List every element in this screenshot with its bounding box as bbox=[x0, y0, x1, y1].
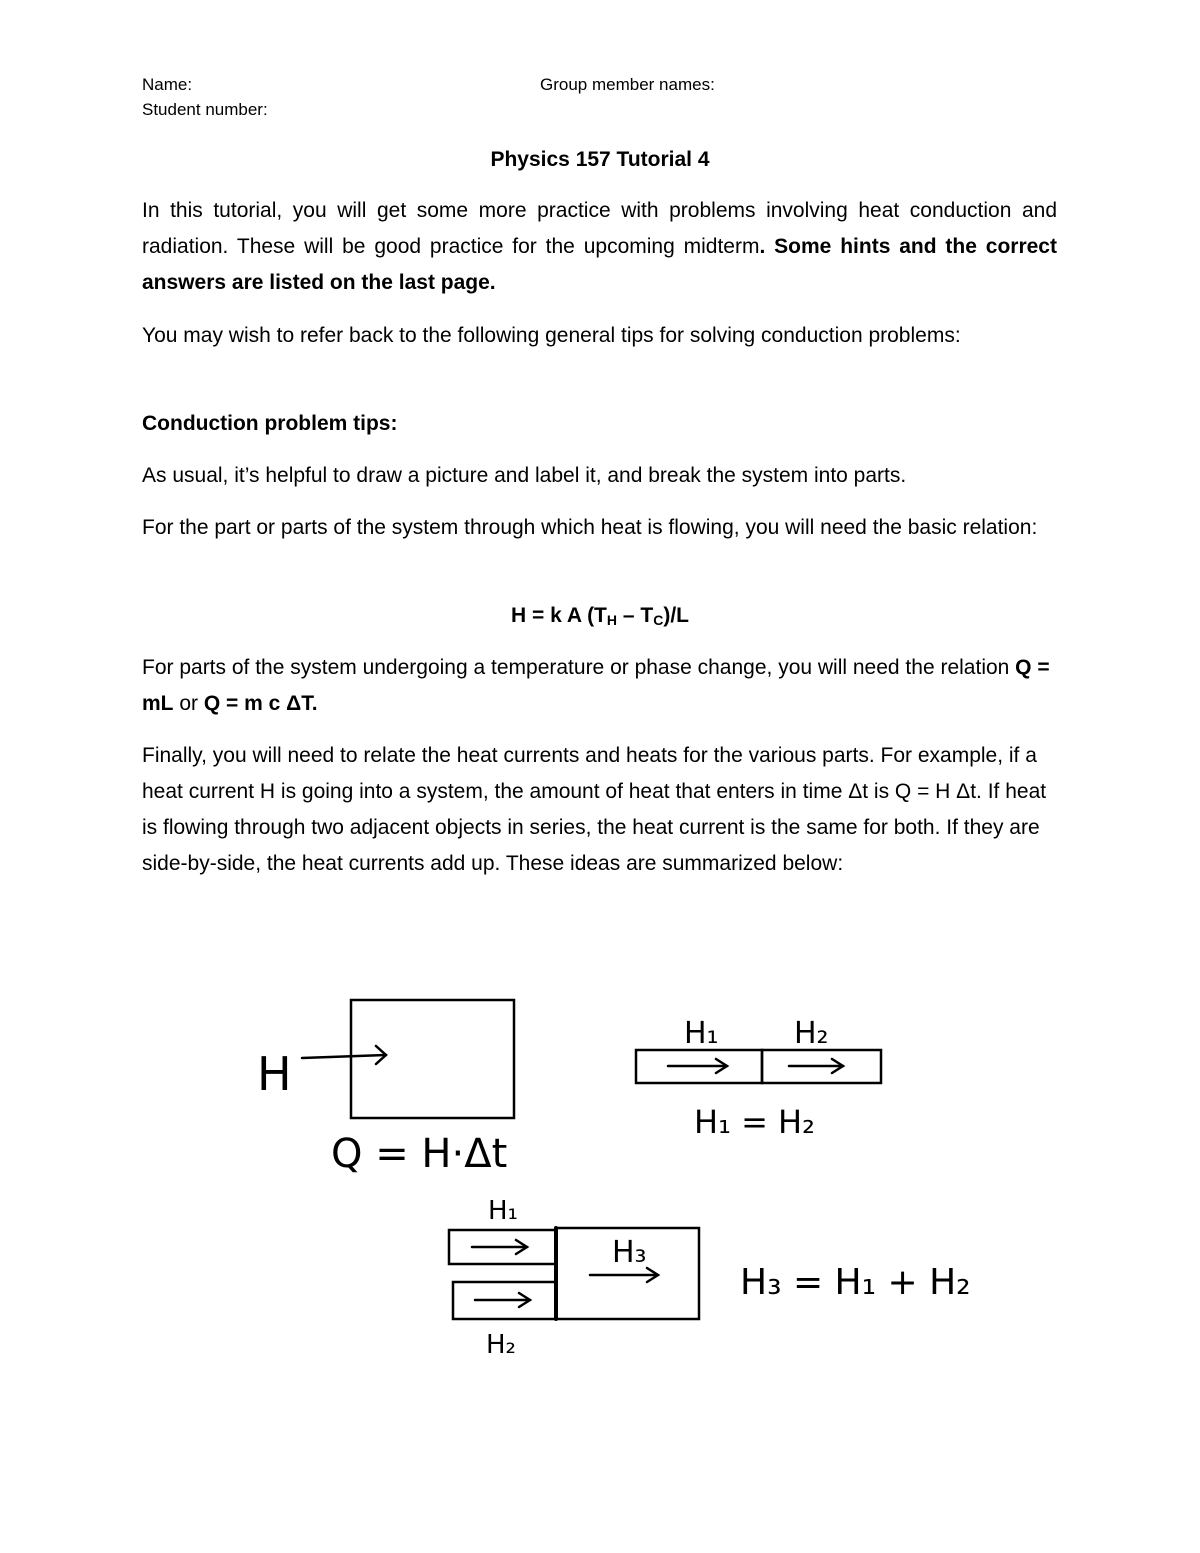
parallel-equation: H₃ = H₁ + H₂ bbox=[740, 1262, 971, 1303]
tip-flow-paragraph: For the part or parts of the system through which heat is flowing, you will need the basic relation: bbox=[142, 516, 1038, 539]
relation-q-ml: Q = mL bbox=[142, 656, 1050, 715]
series-h1-label: H₁ bbox=[684, 1016, 719, 1051]
tip-picture-paragraph: As usual, it’s helpful to draw a picture and label it, and break the system into parts. bbox=[142, 464, 907, 487]
tip-final-paragraph: Finally, you will need to relate the heat currents and heats for the various parts. For example, if a heat current H is going into a system, the amount of heat that enters in time Δt is Q = H Δt. If heat is flowing through two adjacent objects in series, the heat current is the same for both. If they are side-by-side, the heat currents add up. These ideas are summarized below: bbox=[142, 744, 1047, 875]
tips-heading: Conduction problem tips: bbox=[142, 412, 398, 435]
parallel-h3-label: H₃ bbox=[612, 1235, 647, 1270]
tips-intro-paragraph: You may wish to refer back to the following general tips for solving conduction problems: bbox=[142, 324, 961, 347]
parallel-h1-label: H₁ bbox=[488, 1196, 518, 1226]
group-members-label: Group member names: bbox=[540, 75, 715, 94]
system-box bbox=[351, 1000, 514, 1118]
student-number-label: Student number: bbox=[142, 100, 268, 119]
heat-in-arrow bbox=[302, 1055, 386, 1058]
intro-text: In this tutorial, you will get some more practice with problems involving heat conduction and radiation. These will be good practice for the upcoming midterm bbox=[142, 199, 1057, 258]
intro-bold-text: . Some hints and the correct answers are listed on the last page. bbox=[142, 235, 1057, 294]
tip-phase-paragraph: For parts of the system undergoing a temperature or phase change, you will need the relation Q = mL or Q = m c ΔT. bbox=[142, 656, 1050, 715]
relation-q-mcdt: Q = m c ΔT. bbox=[203, 692, 318, 715]
series-h2-label: H₂ bbox=[794, 1016, 829, 1051]
box-h-label: H bbox=[257, 1047, 292, 1101]
name-label: Name: bbox=[142, 75, 193, 94]
box-q-equation: Q = H·Δt bbox=[331, 1131, 508, 1177]
series-equation: H₁ = H₂ bbox=[694, 1103, 815, 1141]
conduction-equation: H = k A $(T_H - T_C)/L$ bbox=[511, 604, 689, 628]
page-title: Physics 157 Tutorial 4 bbox=[490, 148, 710, 171]
parallel-h2-label: H₂ bbox=[486, 1330, 516, 1360]
